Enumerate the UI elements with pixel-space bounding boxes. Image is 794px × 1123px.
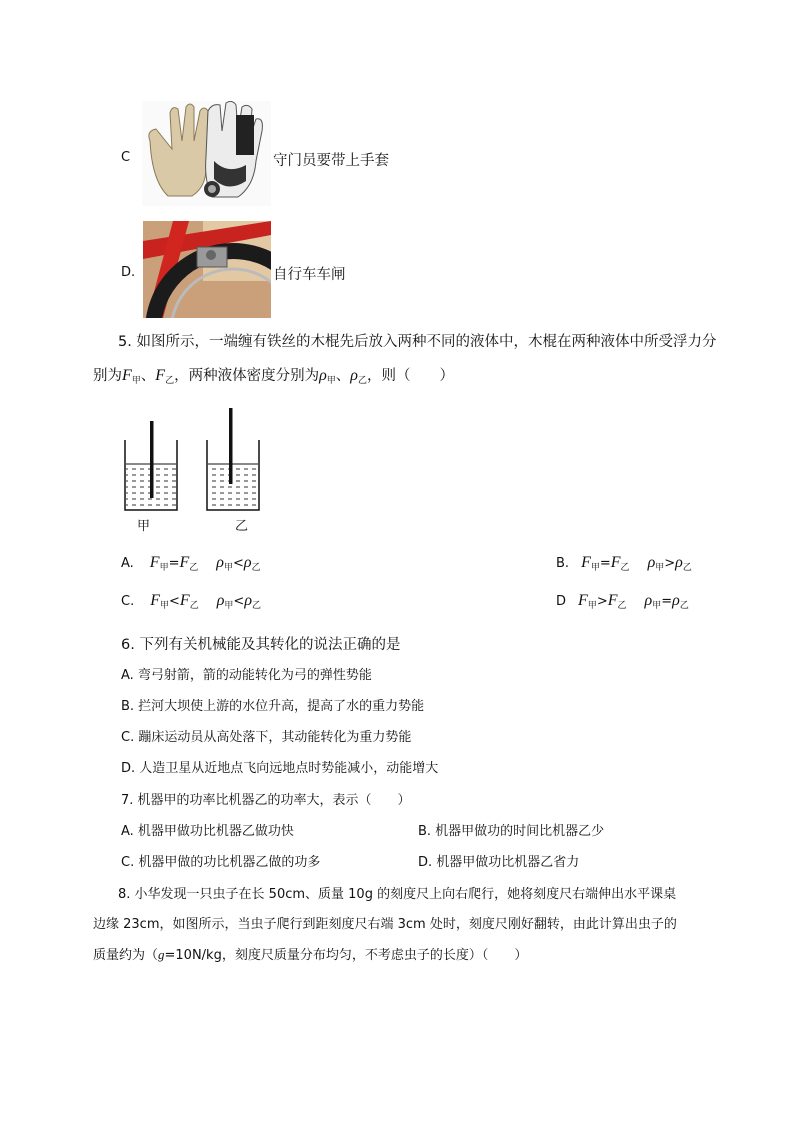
q8-stem-line2: 边缘 23cm，如图所示，当虫子爬行到距刻度尺右端 3cm 处时，刻度尺刚好翻转，由此计算出虫子的	[93, 917, 677, 932]
goalkeeper-gloves-image	[142, 101, 271, 206]
q8-stem-line3: 质量约为（g=10N/kg，刻度尺质量分布均匀，不考虑虫子的长度）（ ）	[93, 947, 528, 963]
q5-stem-line2: 别为$F_甲$、$F_乙$，两种液体密度分别为$\rho_甲$、$\rho_乙$，则（ ）	[93, 367, 454, 386]
beaker-yi	[207, 408, 259, 510]
q7-option-c[interactable]: C. 机器甲做的功比机器乙做的功多	[121, 855, 321, 870]
beaker-jia	[125, 421, 177, 510]
bicycle-brake-image	[143, 221, 271, 318]
q7-option-d[interactable]: D. 机器甲做功比机器乙省力	[418, 855, 580, 870]
q7-stem: 7. 机器甲的功率比机器乙的功率大，表示（ ）	[121, 793, 411, 808]
figure-label-jia: 甲	[137, 519, 151, 534]
option-c-letter: C	[121, 150, 131, 165]
q6-stem: 6. 下列有关机械能及其转化的说法正确的是	[121, 637, 401, 653]
q6-option-c[interactable]: C. 蹦床运动员从高处落下，其动能转化为重力势能	[121, 730, 412, 745]
option-d-letter: D.	[121, 265, 136, 280]
q6-option-b[interactable]: B. 拦河大坝使上游的水位升高，提高了水的重力势能	[121, 699, 425, 714]
q7-option-a[interactable]: A. 机器甲做功比机器乙做功快	[121, 824, 294, 839]
q5-option-c[interactable]: C. $F_甲<F_乙$ $\rho_甲<\rho_乙$	[121, 592, 262, 611]
q8-stem-line1: 8. 小华发现一只虫子在长 50cm、质量 10g 的刻度尺上向右爬行，她将刻度尺右端伸出水平课桌	[118, 887, 677, 902]
q5-option-a[interactable]: A. $F_甲=F_乙$ $\rho_甲<\rho_乙$	[121, 554, 261, 573]
option-c-caption: 守门员要带上手套	[273, 153, 389, 169]
option-d-caption: 自行车车闸	[273, 267, 346, 283]
q5-option-b[interactable]: B. $F_甲=F_乙$ $\rho_甲>\rho_乙$	[556, 554, 692, 573]
q5-beaker-figure	[115, 400, 275, 530]
q6-option-d[interactable]: D. 人造卫星从近地点飞向远地点时势能减小，动能增大	[121, 761, 439, 776]
q6-option-a[interactable]: A. 弯弓射箭，箭的动能转化为弓的弹性势能	[121, 668, 372, 683]
q7-option-b[interactable]: B. 机器甲做功的时间比机器乙少	[418, 824, 605, 839]
q5-option-d[interactable]: D $F_甲>F_乙$ $\rho_甲=\rho_乙$	[556, 592, 689, 611]
q5-stem-line1: 5. 如图所示，一端缠有铁丝的木棍先后放入两种不同的液体中，木棍在两种液体中所受浮力分	[118, 334, 717, 350]
figure-label-yi: 乙	[235, 519, 249, 534]
